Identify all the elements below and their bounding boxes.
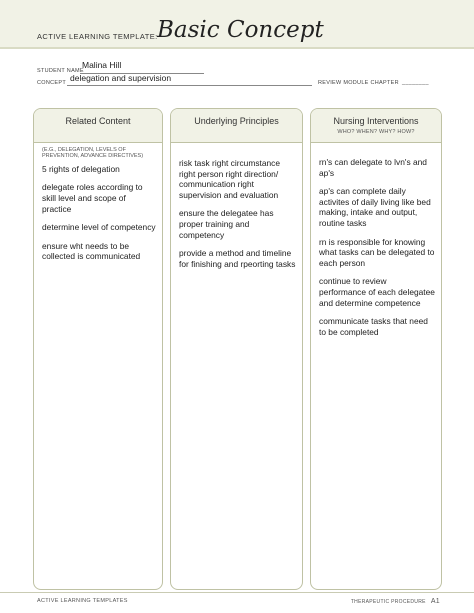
concept-label: CONCEPT [37,80,66,86]
concept-line [67,85,312,86]
nursing-interventions-text[interactable]: continue to review performance of each delegatee and determine competence [319,276,435,308]
nursing-interventions-text[interactable]: communicate tasks that need to be completed [319,316,428,337]
page-number: A1 [430,598,440,605]
underlying-principles-text[interactable]: risk task right circumstance right person right direction/ communication right supervision and evaluation [179,158,280,200]
nursing-interventions-header [311,109,441,143]
related-content-note: (E.G., DELEGATION, LEVELS OF PREVENTION, ADVANCE DIRECTIVES) [42,147,144,160]
underlying-principles-text[interactable]: ensure the delegatee has proper training and competency [179,208,274,240]
underlying-principles-title: Underlying Principles [194,116,279,126]
related-content-header [34,109,162,143]
footer-right [351,598,440,605]
footer-divider [0,592,474,593]
template-label: ACTIVE LEARNING TEMPLATE: [37,32,158,41]
review-module-blank[interactable]: ________ [402,80,429,86]
concept-value[interactable]: delegation and supervision [70,73,172,83]
student-name-label: STUDENT NAME [37,68,84,74]
nursing-interventions-column [310,108,442,590]
related-content-column [33,108,163,590]
related-content-text[interactable]: determine level of competency [42,222,156,233]
related-content-text[interactable]: ensure wht needs to be collected is communicated [42,240,141,262]
nursing-interventions-title: Nursing Interventions [333,116,419,126]
nursing-interventions-text[interactable]: ap's can complete daily activites of daily living like bed making, intake and output, routine tasks [319,186,431,228]
related-content-text[interactable]: 5 rights of delegation [42,163,120,174]
related-content-title: Related Content [65,116,131,126]
review-module-label: REVIEW MODULE CHAPTER [318,80,399,86]
nursing-interventions-text[interactable]: rn is responsible for knowing what tasks can be delegated to each person [319,236,435,268]
nursing-interventions-text[interactable]: rn's can delegate to lvn's and ap's [319,157,427,178]
template-header [0,0,474,49]
student-name-value[interactable]: Malina Hill [82,60,122,70]
related-content-text[interactable]: delegate roles according to skill level and scope of practice [42,182,143,214]
underlying-principles-text[interactable]: provide a method and timeline for finishing and rpeorting tasks [179,248,296,269]
footer-label: ACTIVE LEARNING TEMPLATES [37,598,128,604]
page-title: Basic Concept [157,17,324,43]
underlying-principles-column [170,108,303,590]
footer-section: THERAPEUTIC PROCEDURE [350,599,426,605]
nursing-interventions-subtitle: WHO? WHEN? WHY? HOW? [337,129,415,135]
underlying-principles-header [171,109,302,143]
